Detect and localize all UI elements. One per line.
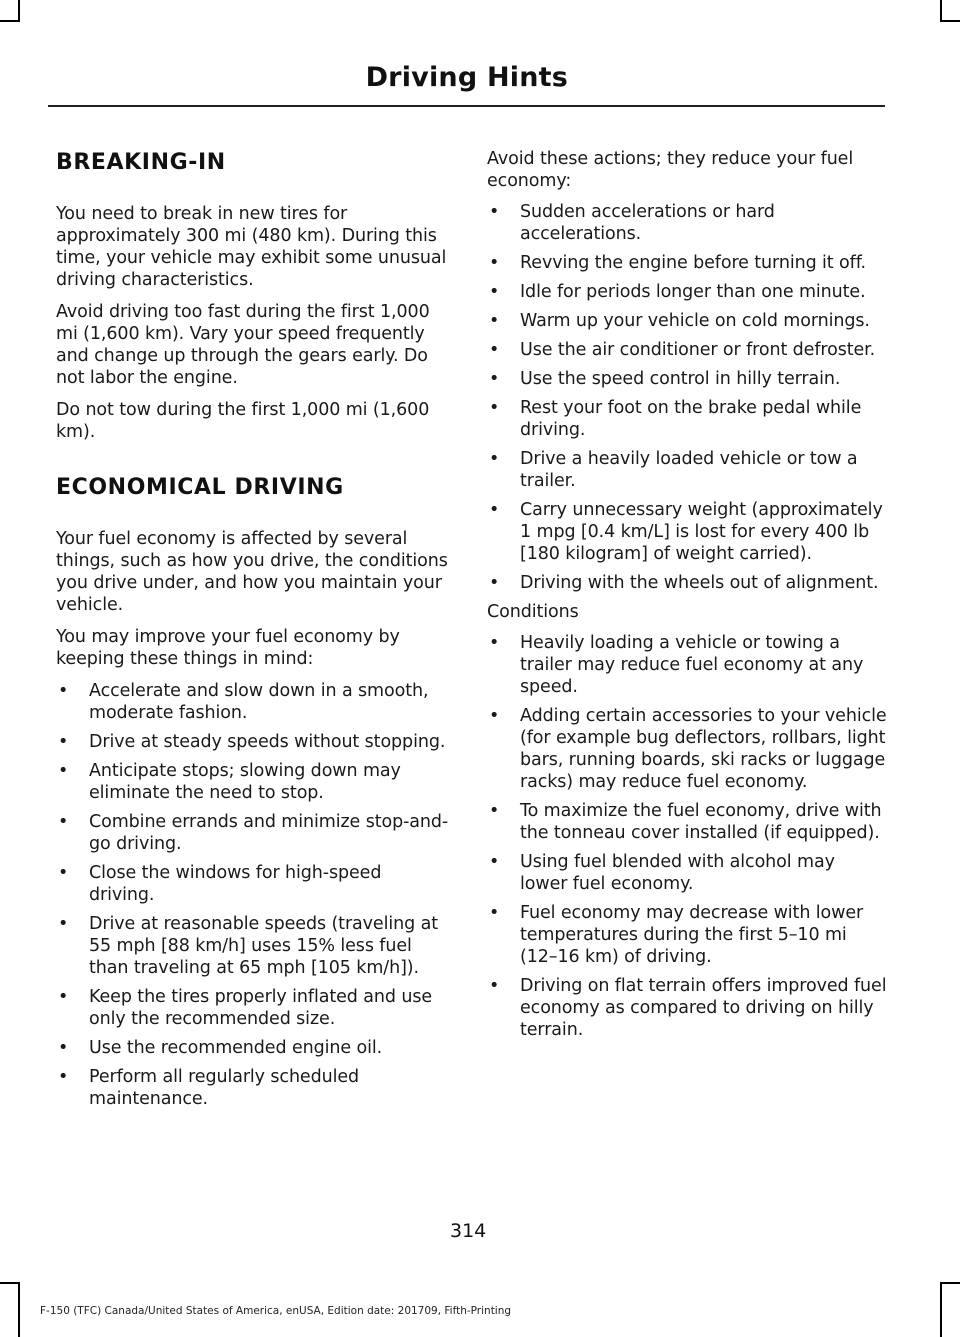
paragraph: You need to break in new tires for approximately 300 mi (480 km). During this time, your vehicle may exhibit some unusual driving characteristics. [56,204,447,290]
list-item [56,862,451,906]
list-item [487,201,887,245]
bullet-icon: • [489,449,500,469]
list-item-text: Use the air conditioner or front defroster. [520,340,876,360]
list-item [56,760,451,804]
crop-mark-top-left [18,0,20,22]
list-item-text: Fuel economy may decrease with lower temperatures during the first 5–10 mi (12–16 km) of driving. [520,903,864,967]
list-item-text: Rest your foot on the brake pedal while driving. [520,398,862,440]
list-item [487,281,887,303]
list-item [56,913,451,979]
bullet-icon: • [58,863,69,883]
crop-mark-top-left [0,20,20,22]
list-item-text: Revving the engine before turning it off. [520,253,866,273]
right-column [487,148,887,1048]
bullet-icon: • [489,633,500,653]
bullet-icon: • [489,903,500,923]
list-item-text: Carry unnecessary weight (approximately 1 mpg [0.4 km/L] is lost for every 400 lb [180 kilogram] of weight carried). [520,500,883,564]
avoid-actions-list [487,201,887,594]
bullet-icon: • [489,573,500,593]
list-item-text: Perform all regularly scheduled maintenance. [89,1067,360,1109]
list-item-text: Drive at reasonable speeds (traveling at 55 mph [88 km/h] uses 15% less fuel than traveling at 65 mph [105 km/h]). [89,914,438,978]
bullet-icon: • [489,852,500,872]
bullet-icon: • [489,202,500,222]
list-item [487,339,887,361]
bullet-icon: • [489,500,500,520]
list-item [56,986,451,1030]
bullet-icon: • [489,706,500,726]
list-item-text: Use the speed control in hilly terrain. [520,369,841,389]
list-item-text: Using fuel blended with alcohol may lower fuel economy. [520,852,835,894]
bullet-icon: • [489,340,500,360]
list-item [56,811,451,855]
list-item-text: Keep the tires properly inflated and use only the recommended size. [89,987,433,1029]
bullet-icon: • [58,761,69,781]
crop-mark-top-right [940,20,960,22]
crop-mark-bottom-left [0,1282,20,1284]
bullet-icon: • [489,801,500,821]
bullet-icon: • [489,369,500,389]
list-item-text: Close the windows for high-speed driving. [89,863,382,905]
bullet-icon: • [58,812,69,832]
bullet-icon: • [58,1038,69,1058]
list-item-text: Driving with the wheels out of alignment. [520,573,879,593]
list-item-text: Driving on flat terrain offers improved fuel economy as compared to driving on hilly terrain. [520,976,887,1040]
list-item-text: Drive a heavily loaded vehicle or tow a trailer. [520,449,858,491]
list-item [487,975,887,1041]
bullet-icon: • [58,914,69,934]
page-number: 314 [450,1220,487,1242]
economy-tips-list [56,680,451,1110]
list-item [487,851,887,895]
list-item [56,1037,451,1059]
list-item [487,902,887,968]
conditions-list [487,632,887,1041]
list-item [487,632,887,698]
list-item-text: Adding certain accessories to your vehicle (for example bug deflectors, rollbars, light bars, running boards, ski racks or luggage racks) may reduce fuel economy. [520,706,887,792]
bullet-icon: • [489,311,500,331]
bullet-icon: • [58,732,69,752]
conditions-label: Conditions [487,602,579,622]
paragraph: Avoid these actions; they reduce your fuel economy: [487,149,854,191]
heading-economical-driving: ECONOMICAL DRIVING [56,475,344,500]
crop-mark-bottom-left [18,1282,20,1337]
crop-mark-bottom-right [940,1282,960,1284]
list-item [487,499,887,565]
crop-mark-top-right [940,0,942,22]
list-item [487,252,887,274]
bullet-icon: • [489,398,500,418]
list-item [56,1066,451,1110]
list-item-text: To maximize the fuel economy, drive with the tonneau cover installed (if equipped). [520,801,882,843]
list-item [56,680,451,724]
list-item [487,368,887,390]
bullet-icon: • [489,282,500,302]
list-item-text: Combine errands and minimize stop-and-go driving. [89,812,449,854]
list-item-text: Use the recommended engine oil. [89,1038,383,1058]
bullet-icon: • [58,987,69,1007]
header-divider [48,105,885,107]
list-item [487,310,887,332]
bullet-icon: • [489,976,500,996]
list-item-text: Heavily loading a vehicle or towing a trailer may reduce fuel economy at any speed. [520,633,864,697]
list-item-text: Warm up your vehicle on cold mornings. [520,311,870,331]
paragraph: Avoid driving too fast during the first 1,000 mi (1,600 km). Vary your speed frequently and change up through the gears early. Do not labor the engine. [56,302,430,388]
list-item-text: Anticipate stops; slowing down may eliminate the need to stop. [89,761,401,803]
paragraph: You may improve your fuel economy by keeping these things in mind: [56,627,400,669]
list-item [487,705,887,793]
list-item-text: Drive at steady speeds without stopping. [89,732,446,752]
footer-text: F-150 (TFC) Canada/United States of America, enUSA, Edition date: 201709, Fifth-Printing [40,1305,512,1317]
bullet-icon: • [58,1067,69,1087]
list-item [487,800,887,844]
left-column [56,148,451,1117]
paragraph: Do not tow during the first 1,000 mi (1,600 km). [56,400,430,442]
paragraph: Your fuel economy is affected by several things, such as how you drive, the conditions you drive under, and how you maintain your vehicle. [56,529,448,615]
list-item-text: Idle for periods longer than one minute. [520,282,866,302]
crop-mark-bottom-right [940,1282,942,1337]
list-item-text: Sudden accelerations or hard accelerations. [520,202,775,244]
list-item [56,731,451,753]
bullet-icon: • [489,253,500,273]
page-title: Driving Hints [365,62,568,93]
list-item [487,572,887,594]
bullet-icon: • [58,681,69,701]
heading-breaking-in: BREAKING-IN [56,150,226,175]
list-item-text: Accelerate and slow down in a smooth, moderate fashion. [89,681,429,723]
list-item [487,448,887,492]
list-item [487,397,887,441]
